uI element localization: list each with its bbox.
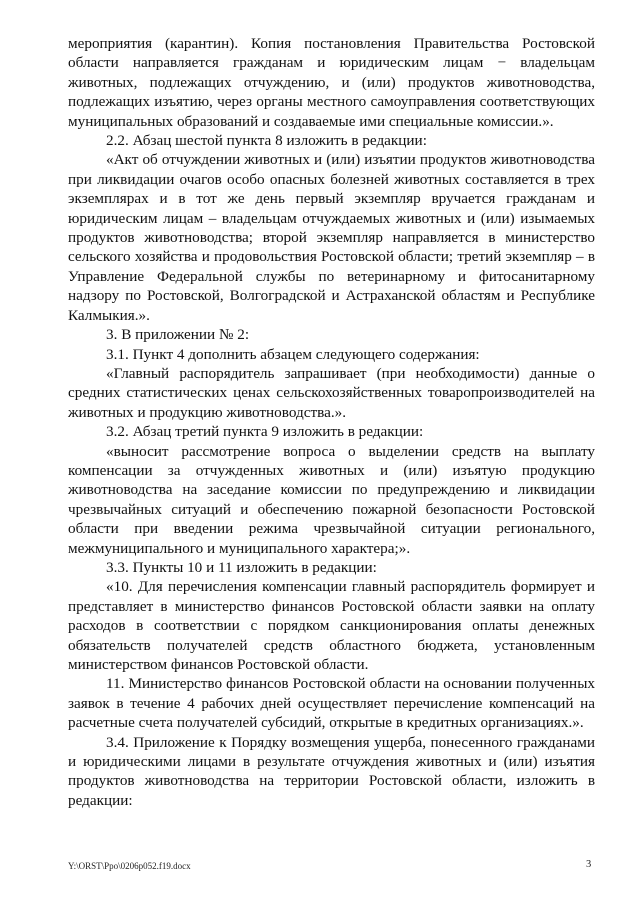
footer-file-path: Y:\ORST\Ppo\0206p052.f19.docx bbox=[68, 861, 191, 871]
paragraph-3-1-text: «Главный распорядитель запрашивает (при необходимости) данные о средних статистических ценах сельскохозяйственных товаропроизводителей на животных и продукцию животноводства.». bbox=[68, 364, 595, 421]
paragraph-2-2-heading: 2.2. Абзац шестой пункта 8 изложить в редакции: bbox=[106, 132, 427, 150]
paragraph-3-2-text: «выносит рассмотрение вопроса о выделении средств на выплату компенсации за отчужденных животных и (или) изъятую продукцию животноводства на заседание комиссии по предупреждению и ликвидации чрезвычайных ситуаций и обеспечению пожарной безопасности Ростовской области при введении режима чрезвычайной ситуации регионального, межмуниципального и муниципального характера;». bbox=[68, 442, 595, 557]
paragraph-3-2-heading: 3.2. Абзац третий пункта 9 изложить в редакции: bbox=[106, 423, 424, 441]
paragraph-act-text: «Акт об отчуждении животных и (или) изъятии продуктов животноводства при ликвидации очагов особо опасных болезней животных составляется в трех экземплярах и в тот же день первый экземпляр вручается гражданам и юридическим лицам – владельцам отчуждаемых животных и (или) изымаемых продуктов животноводства; второй экземпляр направляется в министерство сельского хозяйства и продовольствия Ростовской области; третий экземпляр – в Управление Федеральной службы по ветеринарному и фитосанитарному надзору по Ростовской, Волгоградской и Астраханской областям и Республике Калмыкия.». bbox=[68, 151, 595, 324]
paragraph-3-3-heading: 3.3. Пункты 10 и 11 изложить в редакции: bbox=[106, 558, 377, 576]
paragraph-point-11: 11. Министерство финансов Ростовской области на основании полученных заявок в течение 4 рабочих дней осуществляет перечисление компенсаций на расчетные счета получателей субсидий, открытые в кредитных организациях.». bbox=[68, 675, 595, 732]
paragraph-3-4: 3.4. Приложение к Порядку возмещения ущерба, понесенного гражданами и юридическими лицами в результате отчуждения животных и (или) изъятия продуктов животноводства на территории Ростовской области, изложить в редакции: bbox=[68, 733, 595, 809]
page-number: 3 bbox=[586, 859, 592, 870]
paragraph-3-1-heading: 3.1. Пункт 4 дополнить абзацем следующего содержания: bbox=[106, 345, 480, 363]
paragraph-3-heading: 3. В приложении № 2: bbox=[106, 326, 250, 344]
paragraph-continuation: мероприятия (карантин). Копия постановления Правительства Ростовской области направляется гражданам и юридическим лицам − владельцам животных, подлежащих отчуждению, и (или) продуктов животноводства, подлежащих изъятию, через органы местного самоуправления соответствующих муниципальных образований и создаваемые ими специальные комиссии.». bbox=[68, 35, 595, 130]
document-body bbox=[68, 34, 595, 810]
paragraph-point-10: «10. Для перечисления компенсации главный распорядитель формирует и представляет в министерство финансов Ростовской области заявки на оплату расходов в соответствии с порядком санкционирования оплаты денежных обязательств получателей средств областного бюджета, установленным министерством финансов Ростовской области. bbox=[68, 578, 595, 673]
